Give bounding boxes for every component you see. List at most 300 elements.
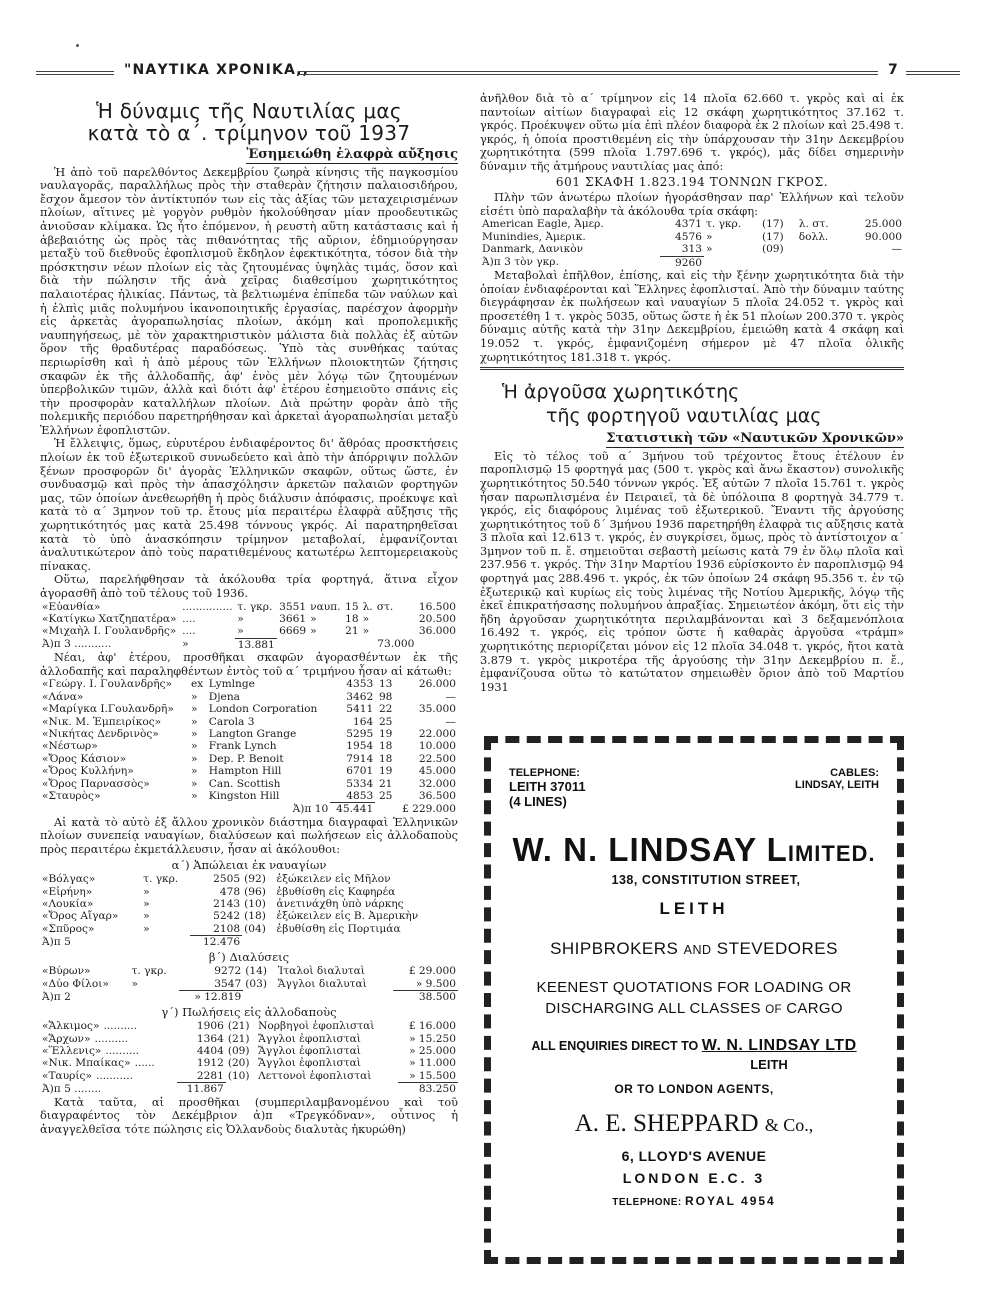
ad-agent-name [509, 1110, 879, 1138]
total-mark: » [182, 638, 189, 651]
ad-telephone [509, 767, 586, 809]
right-column [480, 92, 904, 694]
leader-dots: .... [182, 613, 196, 625]
losses-total [40, 936, 458, 949]
leader-dots: .......... [105, 1044, 140, 1057]
table-row [40, 1020, 458, 1032]
buyer-note: Λεττονοὶ ἐφοπλισταὶ [258, 1069, 372, 1082]
ad-trade-b: STEVEDORES [711, 939, 838, 958]
section-c-title: γ΄) Πωλήσεις εἰς ἀλλοδαποὺς [161, 1004, 337, 1019]
age: 25 [378, 715, 393, 728]
ex-label: » [190, 790, 198, 803]
tonnage: 1364 [196, 1032, 224, 1045]
article-separator-top [480, 367, 904, 368]
ship-name: «Εἰρήνη» [42, 885, 93, 898]
table-row [40, 753, 458, 765]
table-row [40, 703, 458, 715]
tonnage: 5295 [346, 728, 374, 741]
price: » 15.250 [409, 1032, 456, 1045]
currency-label: λ. στ. [798, 218, 829, 231]
ex-label: » [190, 703, 198, 716]
build-year: (17) [761, 218, 784, 231]
ship-name: «Γεώργ. Ι. Γουλανδρῆς» [42, 678, 173, 691]
table-row [40, 625, 458, 638]
ad-quote-line2b: CARGO [781, 1000, 843, 1017]
built-label: » [310, 625, 317, 638]
ship-name: «Ὄρος Αἴγαρ» [42, 910, 119, 923]
currency-label: δολλ. [798, 230, 829, 243]
build-year: (04) [244, 922, 266, 935]
ad-quotations [509, 977, 879, 1021]
tonnage: 3551 [279, 600, 307, 613]
total-price: £ 229.000 [402, 802, 456, 815]
build-year: (92) [244, 873, 266, 886]
total-grt: 45.441 [330, 803, 375, 816]
ship-name: «Ὄρος Παρνασσὸς» [42, 777, 150, 790]
tonnage: 4371 [675, 218, 702, 231]
table-row [40, 886, 458, 898]
article1-title [40, 100, 458, 144]
right-paragraph-1: ἀνῆλθον διὰ τὸ α΄ τρίμηνον εἰς 14 πλοῖα 62.660 τ. γκρὸς καὶ αἱ ἐκ παντοίων αἰτίων διαγραφαὶ εἰς 12 σκάφη χωρητικότητος 37.162 τ. γκρός. Προέκυψεν οὕτω μία ἐπὶ πλέον διαφορὰ ἐκ 2 πλοίων καὶ 25.498 τ. γκρός, ἡ ὁποία προστιθεμένη εἰς τὴν ὑπάρχουσαν τὴν 31ην Δεκεμβρίου χωρητικότητα (599 πλοῖα 1.797.696 τ. γκρός), μᾶς δίδει σημερινὴν δύναμιν τῆς ἀτμήρους ναυτιλίας μας ἀπό: [480, 92, 905, 173]
leader-dots: ............... [182, 600, 233, 613]
ship-name [40, 1057, 177, 1069]
age: 21 [345, 625, 359, 638]
ad-cables-label: CABLES: [830, 767, 879, 779]
ad-quote-line1: KEENEST QUOTATIONS FOR LOADING OR [536, 979, 852, 996]
leader-dots: .......... [103, 1020, 138, 1033]
article1-title-line2: κατὰ τὸ α΄. τρίμηνον τοῦ 1937 [87, 121, 411, 145]
ad-enquiries [509, 1037, 879, 1055]
table-row [40, 1033, 458, 1045]
tonnage: 4404 [196, 1044, 224, 1057]
price: 32.000 [418, 777, 456, 790]
left-column [40, 92, 458, 1136]
ship-name: «Βόλγας» [42, 873, 96, 886]
ad-agent-address: 6, LLOYD'S AVENUE [621, 1148, 767, 1164]
tonnage: 4853 [346, 790, 374, 803]
ship-name: «Ὄρος Κάσιον» [42, 752, 127, 765]
article1-title-line1: Ἡ δύναμις τῆς Ναυτιλίας μας [96, 99, 402, 123]
ad-telephone-value: LEITH 37011 [509, 779, 586, 794]
total-label-text: Ἀ)π 3 [42, 638, 71, 651]
ad-agent-phone-value: ROYAL 4954 [685, 1194, 776, 1208]
loss-note: ἐβυθίσθη εἰς Πορτιμάα [276, 922, 401, 935]
ad-agent-phone [509, 1194, 879, 1208]
tonnage: 3462 [346, 690, 374, 703]
pending-ships-total [480, 256, 904, 269]
ad-trade-a: SHIPBROKERS [550, 939, 684, 958]
table-row [40, 728, 458, 740]
tonnage: 2108 [213, 922, 241, 935]
ex-label: » [190, 715, 198, 728]
ad-enquiries-company: W. N. LINDSAY LTD [701, 1037, 857, 1054]
ex-label: » [190, 752, 198, 765]
ship-name-text: «Νικ. Μπαίκας» [42, 1057, 131, 1070]
ad-quote-line2 [509, 998, 879, 1021]
tonnage: 5334 [346, 777, 374, 790]
ship-name: «Σταυρὸς» [42, 790, 101, 803]
ship-name: «Ὄρος Κυλλήνη» [42, 765, 134, 778]
purchased-ships-total [40, 638, 458, 651]
age: 21 [378, 777, 393, 790]
total-spacer [40, 803, 207, 816]
table-row [40, 978, 458, 991]
tonnage: 2281 [196, 1069, 224, 1082]
print-speck [76, 44, 79, 47]
scrapping-total [40, 991, 458, 1004]
ship-name: «Νικ. Μ. Ἐμπειρίκος» [42, 715, 162, 728]
tonnage: 1912 [196, 1057, 224, 1070]
ship-name: «Δύο Φίλοι» [42, 977, 109, 990]
ex-label: » [190, 777, 198, 790]
total-dots: ........... [74, 638, 112, 651]
age: 18 [378, 752, 393, 765]
price: 35.000 [418, 703, 456, 716]
article2-paragraph: Εἰς τὸ τέλος τοῦ α΄ 3μήνου τοῦ τρέχοντος ἔτους ἐτέλουν ἐν παροπλισμῷ 15 φορτηγά μας (500 τ. γκρὸς καὶ ἄνω ἕκαστον) συνολικῆς χωρητικότητος 50.540 τόννων γκρός. Ἐξ αὐτῶν 7 πλοῖα 15.761 τ. γκρὸς ἦσαν παρωπλισμένα ἐν Πειραιεῖ, τὰ δὲ ὑπόλοιπα 8 φορτηγὰ 34.779 τ. γκρός, εἰς διαφόρους λιμένας τοῦ ἐξωτερικοῦ. Ἔναντι τῆς ἀργούσης χωρητικότητος τοῦ δ΄ 3μήνου 1936 παρετηρήθη ἐλαφρὰ τις αὔξησις κατὰ 3 πλοῖα καὶ 12.613 τ. γκρός, ἐν συγκρίσει, ὅμως, πρὸς τὸ ἀντίστοιχον α΄ 3μηνον τοῦ π. ἔ. σημειοῦται σεβαστὴ μείωσις κατὰ 79 ἐν ὅλῳ πλοῖα καὶ 237.956 τ. γκρός. Τὴν 31ην Μαρτίου 1936 εὑρίσκοντο ἐν παροπλισμῷ 94 φορτηγά μας 288.496 τ. γκρός, ἐκ τῶν ὁποίων 24 σκάφη 95.356 τ. ἐν τῷ ἐξωτερικῷ καὶ κυρίως εἰς τοὺς λιμένας τῆς Νοτίου Ἀμερικῆς, λόγῳ τῆς ἐκεῖ ἐπικρατήσασης πολυμήνου ἀπραξίας. Σημειωτέον ἀκόμη, ὅτι εἰς τὴν ἤδη ἀργοῦσαν χωρητικότητα περιλαμβάνονται καὶ 3 δεξαμενόπλοια 16.492 τ. γκρός, εἰς τρόπον ὥστε ἡ καθαρὰς ἀργοῦσα «τράμπ» χωρητικότης περιορίζεται μόνον εἰς 12 πλοῖα 34.048 τ. γκρός, ἤτοι κατὰ 3.879 τ. γκρὸς μικροτέρα τῆς ἀργούσης τὴν 31ην Δεκεμβρίου π. ἔ., ἐμφανίζουσα οὕτω τὸ κατώτατον σημειωθὲν ὅριον ἀπὸ τοῦ Μαρτίου 1931 [480, 449, 904, 694]
unit-label: » [237, 613, 244, 625]
former-name: Lymlnge [208, 678, 255, 691]
price: 90.000 [864, 230, 902, 243]
built-label: » [310, 613, 317, 625]
total-grt: 13.881 [235, 638, 277, 651]
unit-label: τ. γκρ. [143, 873, 179, 886]
ad-contact-line [509, 767, 879, 821]
total-spacer [141, 936, 190, 949]
buyer-note: Ἄγγλοι διαλυταὶ [277, 977, 367, 990]
build-year: (10) [244, 898, 266, 911]
price: » 9.500 [415, 977, 456, 990]
ad-cables [795, 767, 879, 791]
former-name: Kingston Hill [208, 790, 280, 803]
losses-table [40, 873, 458, 948]
tonnage: 5411 [346, 703, 374, 716]
ad-telephone-label: TELEPHONE: [509, 767, 580, 779]
article1-subtitle-text: Ἐσημειώθη ἐλαφρὰ αὔξησις [246, 147, 458, 162]
scrapping-rows [40, 965, 458, 990]
ship-name: American Eagle, Ἀμερ. [482, 218, 604, 231]
leader-dots: ...... [134, 1057, 155, 1070]
total-price: 73.000 [377, 638, 415, 651]
price: 10.000 [418, 740, 456, 753]
new-additions-total [40, 803, 458, 816]
table-row [40, 1045, 458, 1057]
ad-london-agents: OR TO LONDON AGENTS, [614, 1082, 774, 1096]
page-number: 7 [888, 62, 898, 78]
price: 36.500 [418, 790, 456, 803]
article2-title-line2: τῆς φορτηγοῦ ναυτιλίας μας [546, 405, 822, 428]
ad-agent-phone-label: TELEPHONE: [612, 1197, 685, 1208]
tonnage: 3547 [214, 977, 242, 990]
price: — [445, 690, 456, 703]
currency-unit [375, 613, 417, 625]
age: 13 [378, 678, 393, 691]
ad-company-main: W. N. LINDSAY L [512, 831, 788, 868]
table-row [40, 965, 458, 977]
ad-cables-value: LINDSAY, LEITH [795, 779, 879, 791]
leader-dots: .... [182, 625, 196, 638]
total-grt: 12.476 [190, 936, 242, 949]
tonnage: 478 [219, 885, 241, 898]
ship-name [40, 1020, 177, 1032]
article2-subtitle [480, 432, 904, 446]
ship-name: «Μαρίγκα Ι.Γουλανδρῆ» [42, 703, 174, 716]
unit-label: » [131, 977, 139, 990]
table-row [40, 678, 458, 690]
total-spacer [130, 991, 179, 1004]
article1-paragraph-6: Κατὰ ταῦτα, αἱ προσθῆκαι (συμπεριλαμβανομένου καὶ τοῦ διαγραφέντος τὸν Δεκέμβριον ἀ)π «Τρεγκόδναν», οὗτινος ἡ ἀναγγελθεῖσα τότε πώλησις εἰς Ὀλλανδοὺς διαλυτὰς ἠκυρώθη) [40, 1095, 458, 1136]
table-row [40, 613, 458, 625]
article2-subtitle-text: Στατιστικὴ τῶν «Ναυτικῶν Χρονικῶν» [606, 431, 904, 447]
purchased-ships-table [40, 601, 458, 652]
tonnage: 1954 [346, 740, 374, 753]
age: 25 [378, 790, 393, 803]
ship-name: «Εὐανθία» [42, 600, 101, 613]
former-name: Hampton Hill [208, 765, 282, 778]
table-row [40, 740, 458, 752]
tonnage: 4576 [675, 230, 702, 243]
price: 22.000 [418, 728, 456, 741]
unit-label: » [143, 910, 150, 923]
header-rule-left [36, 71, 114, 75]
ex-label: » [190, 740, 198, 753]
ship-name: «Νέστωρ» [42, 740, 98, 753]
age: 18 [378, 740, 393, 753]
currency-unit [375, 625, 417, 638]
price: » 15.500 [409, 1069, 456, 1082]
build-year: (17) [761, 230, 784, 243]
ex-label: ex [190, 678, 204, 691]
table-row [40, 1070, 458, 1083]
tonnage: 2505 [213, 873, 241, 886]
price: » 11.000 [409, 1057, 456, 1070]
price: 22.500 [418, 752, 456, 765]
ad-company-suffix: IMITED. [787, 841, 876, 866]
build-year: (20) [227, 1057, 250, 1070]
former-name: Dep. P. Benoit [208, 752, 284, 765]
ad-enquiries-text: ALL ENQUIRIES DIRECT TO [531, 1039, 702, 1053]
currency-label: » [362, 625, 370, 638]
build-year: (96) [244, 885, 266, 898]
fleet-total: 601 ΣΚΑΦΗ 1.823.194 ΤΟΝΝΩΝ ΓΚΡΟΣ. [555, 174, 829, 189]
unit-label: » [143, 898, 150, 911]
total-price: 38.500 [393, 991, 458, 1004]
total-spacer [277, 638, 375, 651]
total-dots: ........ [74, 1082, 102, 1095]
total-label-text: Ἀ)π 5 [42, 1082, 71, 1095]
tonnage: 164 [353, 715, 374, 728]
article1-paragraph-2: Ἡ ἔλλειψις, ὅμως, εὐρυτέρου ἐνδιαφέροντος δι' ἄθρόας προσκτήσεις πλοίων ἐκ τοῦ ἐξωτερικοῦ συνωδεύετο καὶ ἀπὸ τὴν ἀπόρριψιν πολλῶν ξένων προσφορῶν δι' ἀγορὰς Ἑλληνικῶν σκαφῶν, οὕτως ὥστε, ἐν συνδυασμῷ καὶ πρὸς τὴν ἀπασχόλησιν ἀρκετῶν παλαιῶν φορτηγῶν μας, τῶν ὁποίων ἀνεθεωρήθη ἡ πρὸς διάλυσιν ἀπόφασις, προέκυψε καὶ κατὰ τὸ α΄ 3μηνον τοῦ τρ. ἔτους μία περαιτέρω ἐλαφρὰ αὔξησις τῆς χωρητικότητός μας κατὰ 25.498 τόννους γκρός. Αἱ παρατηρηθεῖσαι κατὰ τὸ ὑπὸ ἀνασκόπησιν τρίμηνον μεταβολαί, ἐμφανίζονται ἀναλυτικώτερον ἀπὸ τοὺς παρατιθεμένους κατωτέρω λεπτομερειακοὺς πίνακας. [40, 437, 458, 573]
article1-subtitle [40, 148, 458, 162]
loss-note: ἐξώκειλεν εἰς Β. Ἀμερικὴν [276, 910, 419, 923]
total-spacer-2 [375, 803, 394, 816]
built-label: ναυπ. [310, 600, 341, 613]
former-name: Djena [208, 690, 240, 703]
build-year: (09) [761, 243, 784, 256]
table-row [40, 898, 458, 910]
tonnage: 1906 [196, 1020, 224, 1033]
unit-label: » [705, 230, 713, 243]
age: 19 [378, 728, 393, 741]
ship-name: «Σπῦρος» [42, 922, 95, 935]
article2-title-line1: Ἡ ἀργοῦσα χωρητικότης [502, 381, 740, 404]
ship-name: Munindies, Ἀμερικ. [482, 230, 586, 243]
ship-name: «Λουκία» [42, 898, 94, 911]
ship-name: Danmark, Δανικὸν [482, 243, 584, 256]
former-name: Carola 3 [208, 715, 255, 728]
tonnage: 9272 [214, 965, 242, 978]
buyer-note: Νορβηγοὶ ἐφοπλισταὶ [258, 1020, 375, 1033]
total-spacer [226, 1083, 398, 1096]
tonnage: 313 [681, 243, 702, 256]
build-year: (09) [227, 1044, 250, 1057]
ship-name-text: «Ταυρίς» [42, 1069, 92, 1082]
ship-name-text: «Ἄλκιμος» [42, 1020, 100, 1033]
total-grt: » 12.819 [179, 991, 243, 1004]
tonnage: 5242 [213, 910, 241, 923]
purchased-ships-rows [40, 601, 458, 639]
tonnage: 4353 [346, 678, 374, 691]
loss-note: ἐβυθίσθη εἰς Καφηρέα [276, 885, 396, 898]
section-a-title: α΄) Ἀπώλειαι ἐκ ναυαγίων [171, 857, 327, 872]
total-spacer [704, 256, 904, 269]
ad-town: LEITH [659, 899, 729, 918]
ex-label: » [190, 765, 198, 778]
section-b-title: β΄) Διαλύσεις [208, 949, 290, 964]
buyer-note: Ἄγγλοι ἐφοπλισταὶ [258, 1057, 361, 1070]
total-spacer-2 [242, 936, 458, 949]
ship-name: «Λάνα» [42, 690, 84, 703]
article1-paragraph-4: Νέαι, ἀφ' ἑτέρου, προσθῆκαι σκαφῶν ἀγορασθέντων ἐκ τῆς ἀλλοδαπῆς καὶ παραληφθέντων ἐντὸς τοῦ α΄ τριμήνου ἦσαν αἱ κάτωθι: [40, 651, 458, 678]
ad-agent-city: LONDON E.C. 3 [622, 1170, 766, 1186]
former-name: Frank Lynch [208, 740, 277, 753]
sales-table [40, 1020, 458, 1095]
total-grt: 9260 [660, 256, 704, 269]
price: 25.000 [864, 218, 902, 231]
unit-label: τ. γκρ. [705, 218, 742, 231]
pending-ships-table [480, 218, 904, 269]
price: — [891, 243, 902, 256]
scrapping-table [40, 965, 458, 1003]
price: — [445, 715, 456, 728]
ship-name-text: «Ἄρχων» [42, 1032, 91, 1045]
new-additions-rows [40, 678, 458, 803]
unit-label: τ. γκρ. [237, 600, 273, 613]
ship-name: «Νικήτας Δενδρινὸς» [42, 728, 159, 741]
price: 45.000 [418, 765, 456, 778]
build-year: (21) [227, 1020, 250, 1033]
table-row [40, 778, 458, 790]
table-row [480, 218, 904, 230]
buyer-note: Ἄγγλοι ἐφοπλισταὶ [258, 1032, 361, 1045]
price: » 25.000 [409, 1044, 456, 1057]
table-row [40, 910, 458, 922]
price: 20.500 [418, 613, 456, 625]
unit-label: » [237, 625, 244, 638]
total-label [40, 638, 180, 651]
ad-agent-suffix: & Co., [764, 1115, 814, 1135]
ad-trade [509, 939, 879, 959]
ad-agent-main: A. E. SHEPPARD [574, 1110, 765, 1137]
currency-label [797, 243, 845, 256]
journal-title: "ΝΑΥΤΙΚΑ ΧΡΟΝΙΚΑ,, [124, 62, 310, 78]
ad-quote-line2a: DISCHARGING ALL CLASSES [545, 1000, 766, 1017]
tonnage: 6669 [279, 625, 307, 638]
pending-ships-rows [480, 218, 904, 256]
ship-name-text: «Ἕλλενις» [42, 1044, 102, 1057]
total-grt: 11.867 [177, 1083, 225, 1096]
ad-trade-and: AND [683, 943, 712, 957]
ship-name: «Μιχαὴλ Ι. Γουλανδρῆς» [42, 625, 177, 638]
table-row [40, 923, 458, 936]
build-year: (18) [244, 910, 266, 923]
ad-enquiries-town: LEITH [750, 1057, 788, 1072]
running-header [36, 60, 960, 84]
total-spacer-2 [243, 991, 393, 1004]
article-separator-bottom [480, 369, 904, 370]
total-label: Ἀ)π 10 [292, 802, 329, 815]
lindsay-advertisement [484, 736, 904, 1264]
table-row [40, 873, 458, 885]
age: 15 [345, 600, 359, 613]
age: 98 [378, 690, 393, 703]
new-additions-table [40, 678, 458, 815]
sales-rows [40, 1020, 458, 1083]
age: 19 [378, 765, 393, 778]
losses-rows [40, 873, 458, 936]
article2-title [480, 380, 904, 428]
price: 16.500 [418, 600, 456, 613]
price: £ 29.000 [408, 965, 456, 978]
tonnage: 7914 [346, 752, 374, 765]
total-label: Ἀ)π 2 [42, 990, 71, 1003]
leader-dots: .......... [94, 1032, 129, 1045]
loss-note: ἀνετινάχθη ὑπὸ νάρκης [276, 898, 404, 911]
ship-name [40, 1045, 177, 1057]
tonnage: 3661 [279, 613, 307, 625]
right-paragraph-2: Πλὴν τῶν ἀνωτέρω πλοίων ἠγοράσθησαν παρ' Ἑλλήνων καὶ τελοῦν εἰσέτι ὑπὸ παραλαβὴν τὰ ἀκόλουθα τρία σκάφη: [480, 191, 904, 218]
table-row [40, 691, 458, 703]
ship-name [40, 1033, 177, 1045]
ex-label: » [190, 728, 198, 741]
ship-name: «Βύρων» [42, 965, 91, 978]
table-row [40, 716, 458, 728]
right-paragraph-3: Μεταβολαὶ ἐπῆλθον, ἐπίσης, καὶ εἰς τὴν ξένην χωρητικότητα διὰ τὴν ὁποίαν ἐνδιαφέρονται καὶ Ἕλληνες ἐφοπλισταί. Ἀπὸ τὴν δύναμιν ταύτης διεγράφησαν ἐκ πωλήσεων καὶ ναυαγίων 5 πλοῖα 24.052 τ. γκρὸς καὶ προσετέθη 1 τ. γκρὸς 5035, οὕτως ὥστε ἡ ἐκ 51 πλοίων 200.370 τ. γκρὸς δύναμις αὐτῆς κατὰ τὴν 31ην Δεκεμβρίου, ἐμειώθη κατὰ 4 σκάφη καὶ 19.052 τ. γκρός, ἐμφανιζομένη σήμερον μὲ 47 πλοῖα ὁλικῆς χωρητικότητος 181.318 τ. γκρός. [480, 268, 904, 364]
ad-company-name [509, 831, 879, 869]
table-row [480, 243, 904, 256]
tonnage: 2143 [213, 898, 241, 911]
table-row [40, 1057, 458, 1069]
price: 36.000 [418, 625, 456, 638]
total-label: Ἀ)π 5 [42, 935, 71, 948]
article1-paragraph-1: Ἡ ἀπὸ τοῦ παρελθόντος Δεκεμβρίου ζωηρὰ κίνησις τῆς παγκοσμίου ναυλαγορᾶς, παραλλήλως πρὸς τὴν σταθερὰν ζήτησιν παλαιοσιδήρου, ἔσχον ἄμεσον τὸν ἀντίκτυπόν των εἰς τὰς ἀξίας τῶν μεταχειρισμένων πλοίων, αἵτινες μὲ γοργὸν ρυθμὸν ἠκολούθησαν μίαν προοδευτικῶς ἀνιοῦσαν κλίμακα. Ὡς ἦτο ἑπόμενον, ἡ ρευστὴ αὕτη κατάστασις καὶ ἡ ἀβεβαιότης ὡς πρὸς τὰς πιθανότητας τῆς αὔριον, ἐδημιούργησαν μεταξὺ τοῦ διεθνοῦς ἐφοπλισμοῦ ἔκδηλον ἐφεκτικότητα, τόσον διὰ τὴν πρόσκτησιν νέων πλοίων εἰς τὰς ζητουμένας ὑψηλὰς τιμάς, ὅσον καὶ διὰ τὴν πώλησιν τῆς ἀνὰ χεῖρας διαθεσίμου χωρητικότητος παλαιοτέρας ἡλικίας. Πάντως, τὰ βελτιωμένα ἐπίπεδα τῶν ναύλων καὶ ἡ ἐλπὶς μιᾶς πολυμήνου ἱκανοποιητικῆς ἐργασίας, παρέσχον ἀφορμὴν εἰς ἀρκετὰς ἀγοραπωλησίας πλοίων, ἀκόμη καὶ προπολεμικῆς ναυπηγήσεως, μὲ τὸν χαρακτηριστικὸν μάλιστα διὰ πολλὰς ἐξ αὐτῶν ὅρον τῆς θραδυτέρας παραδόσεως. Ὑπὸ τὰς συνθήκας ταύτας περιωρίσθη καὶ ἡ ἀπὸ μέρους τῶν Ἑλλήνων πλοιοκτητῶν ζήτησις σκαφῶν ἐκ τῆς ἀλλοδαπῆς, ἀφ' ἑνὸς μὲν λόγῳ τῶν ζητουμένων ὑπερβολικῶν τιμῶν, ἀλλὰ καὶ διότι ἀφ' ἑτέρου ἐσημειοῦτο σπάνις εἰς τὴν προσφορὰν καταλλήλων πλοίων. Διὰ πρώτην φορὰν ἀπὸ τῆς πολεμικῆς περιόδου παρετηρήθησαν καὶ ἀρκεταὶ ἀγοραπωλησίαι μεταξὺ Ἑλλήνων ἐφοπλιστῶν. [40, 165, 458, 437]
ship-name [40, 1070, 177, 1083]
table-row [480, 231, 904, 243]
build-year: (21) [227, 1032, 250, 1045]
tonnage: 6701 [346, 765, 374, 778]
build-year: (14) [245, 965, 268, 978]
former-name: London Corporation [208, 703, 318, 716]
ad-address: 138, CONSTITUTION STREET, [611, 873, 801, 887]
ex-label: » [190, 690, 198, 703]
header-rule-middle [298, 71, 878, 75]
unit-label: τ. γκρ. [131, 965, 167, 978]
currency-label: » [362, 613, 370, 625]
ship-name: «Κατίγκω Χατζηπατέρα» [42, 613, 177, 625]
article1-paragraph-3: Οὕτω, παρελήφθησαν τὰ ἀκόλουθα τρία φορτηγά, ἅτινα εἶχον ἀγορασθῆ ἀπὸ τοῦ τέλους τοῦ 1936. [40, 573, 458, 600]
former-name: Can. Scottish [208, 777, 281, 790]
table-row [40, 601, 458, 613]
table-row [40, 765, 458, 777]
